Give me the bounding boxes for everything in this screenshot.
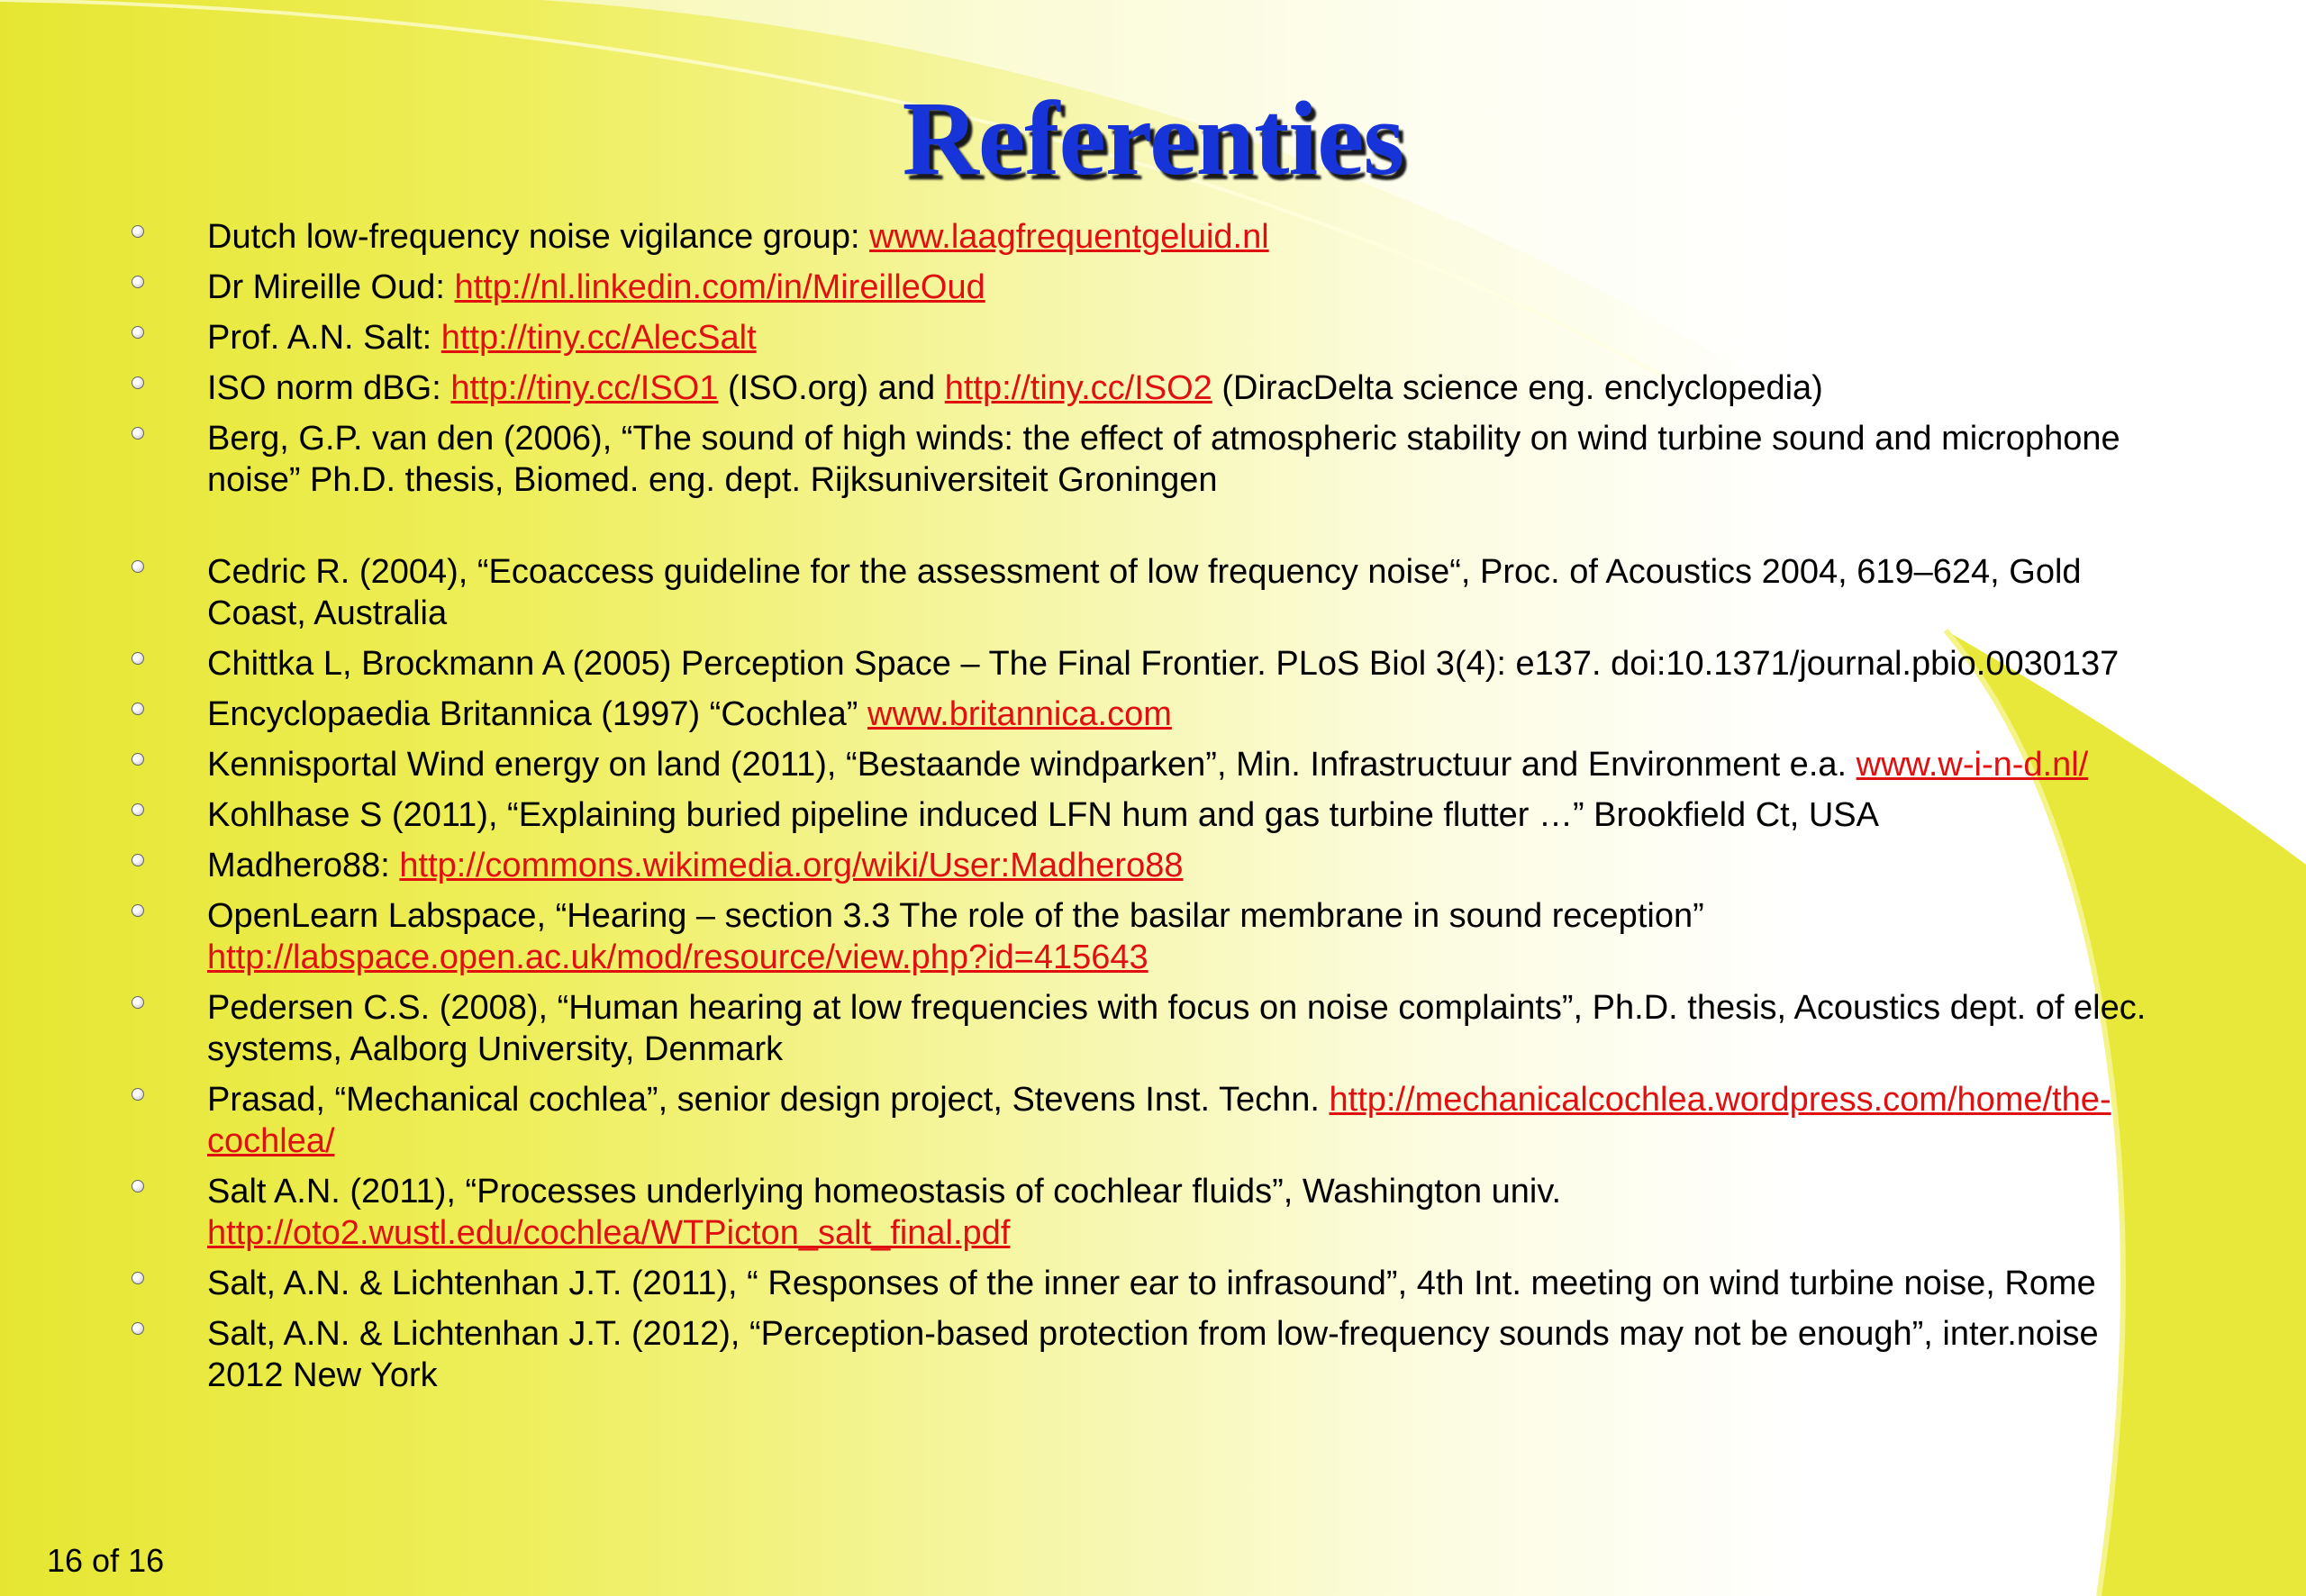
- bullet-icon: [132, 1322, 144, 1335]
- reference-link[interactable]: www.w-i-n-d.nl/: [1856, 746, 2089, 784]
- list-item: ISO norm dBG: http://tiny.cc/ISO1 (ISO.org) and http://tiny.cc/ISO2 (DiracDelta science eng. enclyclopedia): [126, 367, 2180, 409]
- list-item: Madhero88: http://commons.wikimedia.org/wiki/User:Madhero88: [126, 845, 2180, 886]
- list-item: Kohlhase S (2011), “Explaining buried pipeline induced LFN hum and gas turbine flutter …” Brookfield Ct, USA: [126, 794, 2180, 836]
- reference-link[interactable]: www.laagfrequentgeluid.nl: [869, 218, 1269, 256]
- bullet-icon: [132, 854, 144, 866]
- list-item: OpenLearn Labspace, “Hearing – section 3.3 The role of the basilar membrane in sound reception” http://labspace.open.ac.uk/mod/resource/view.php?id=415643: [126, 895, 2180, 978]
- list-item: Dr Mireille Oud: http://nl.linkedin.com/in/MireilleOud: [126, 267, 2180, 308]
- bullet-icon: [132, 326, 144, 339]
- page-number: 16 of 16: [47, 1542, 165, 1579]
- list-item: Berg, G.P. van den (2006), “The sound of high winds: the effect of atmospheric stability on wind turbine sound and microphone noise” Ph.D. thesis, Biomed. eng. dept. Rijksuniversiteit Groningen: [126, 418, 2180, 501]
- bullet-icon: [132, 652, 144, 665]
- reference-link[interactable]: http://nl.linkedin.com/in/MireilleOud: [454, 268, 985, 306]
- list-item: Chittka L, Brockmann A (2005) Perception Space – The Final Frontier. PLoS Biol 3(4): e137. doi:10.1371/journal.pbio.0030137: [126, 643, 2180, 685]
- list-item: Salt A.N. (2011), “Processes underlying homeostasis of cochlear fluids”, Washington univ. http://oto2.wustl.edu/cochlea/WTPicton_salt_final.pdf: [126, 1171, 2180, 1254]
- bullet-icon: [132, 1088, 144, 1101]
- reference-link[interactable]: http://labspace.open.ac.uk/mod/resource/view.php?id=415643: [207, 939, 1148, 976]
- bullet-icon: [132, 803, 144, 816]
- reference-link[interactable]: http://tiny.cc/ISO1: [450, 369, 719, 407]
- list-item: Encyclopaedia Britannica (1997) “Cochlea” www.britannica.com: [126, 694, 2180, 735]
- bullet-icon: [132, 753, 144, 766]
- reference-link[interactable]: http://mechanicalcochlea.wordpress.com/home/the-cochlea/: [207, 1081, 2111, 1160]
- bullet-icon: [132, 376, 144, 389]
- bullet-icon: [132, 1180, 144, 1192]
- list-item: Kennisportal Wind energy on land (2011), “Bestaande windparken”, Min. Infrastructuur and Environment e.a. www.w-i-n-d.nl/: [126, 744, 2180, 785]
- bullet-icon: [132, 904, 144, 917]
- bullet-icon: [132, 560, 144, 573]
- list-item: Prasad, “Mechanical cochlea”, senior design project, Stevens Inst. Techn. http://mechanicalcochlea.wordpress.com/home/the-cochlea/: [126, 1079, 2180, 1162]
- bullet-icon: [132, 225, 144, 238]
- list-item: Pedersen C.S. (2008), “Human hearing at low frequencies with focus on noise complaints”, Ph.D. thesis, Acoustics dept. of elec. systems, Aalborg University, Denmark: [126, 987, 2180, 1070]
- reference-link[interactable]: www.britannica.com: [867, 695, 1172, 733]
- reference-link[interactable]: http://tiny.cc/ISO2: [944, 369, 1212, 407]
- bullet-icon: [132, 996, 144, 1009]
- bullet-icon: [132, 1272, 144, 1284]
- bullet-icon: [132, 427, 144, 440]
- reference-link[interactable]: http://tiny.cc/AlecSalt: [440, 319, 757, 357]
- list-item: Salt, A.N. & Lichtenhan J.T. (2012), “Perception-based protection from low-frequency sounds may not be enough”, inter.noise 2012 New York: [126, 1313, 2180, 1396]
- list-item: Prof. A.N. Salt: http://tiny.cc/AlecSalt: [126, 317, 2180, 358]
- bullet-icon: [132, 703, 144, 715]
- reference-list: [126, 216, 2180, 1405]
- slide-title: Referenties: [902, 79, 1404, 197]
- reference-link[interactable]: http://commons.wikimedia.org/wiki/User:Madhero88: [399, 847, 1184, 884]
- list-item: Cedric R. (2004), “Ecoaccess guideline for the assessment of low frequency noise“, Proc. of Acoustics 2004, 619–624, Gold Coast, Australia: [126, 551, 2180, 634]
- reference-link[interactable]: http://oto2.wustl.edu/cochlea/WTPicton_salt_final.pdf: [207, 1214, 1011, 1252]
- list-item: Salt, A.N. & Lichtenhan J.T. (2011), “ Responses of the inner ear to infrasound”, 4th Int. meeting on wind turbine noise, Rome: [126, 1263, 2180, 1304]
- bullet-icon: [132, 276, 144, 288]
- list-item: Dutch low-frequency noise vigilance group: www.laagfrequentgeluid.nl: [126, 216, 2180, 258]
